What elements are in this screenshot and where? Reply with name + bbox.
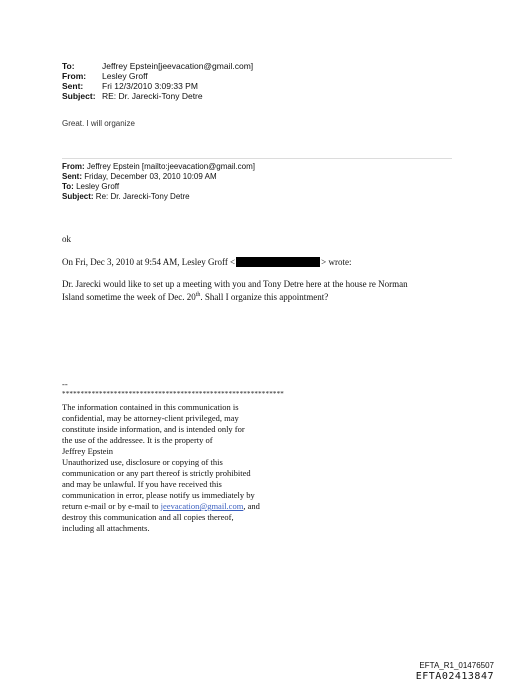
disclaimer-line: Jeffrey Epstein	[62, 446, 114, 456]
disclaimer-line: Unauthorized use, disclosure or copying of this	[62, 457, 223, 467]
footer-id-2: EFTA02413847	[415, 671, 494, 682]
forwarded-subject-label: Subject:	[62, 192, 94, 201]
quote-line-2-b: . Shall I organize this appointment?	[200, 292, 329, 302]
to-label: To:	[62, 61, 75, 71]
signature-dashes: --	[62, 379, 68, 389]
divider-forwarded	[62, 158, 452, 159]
disclaimer-line: The information contained in this communication is	[62, 402, 239, 412]
quote-line-2-sup: th	[195, 292, 201, 298]
from-label: From:	[62, 71, 87, 81]
quoted-message	[62, 279, 462, 303]
forwarded-from-value: Jeffrey Epstein [mailto:jeevacation@gmail.com]	[86, 162, 255, 171]
wrote-line	[62, 257, 351, 268]
disclaimer-line: communication or any part thereof is strictly prohibited	[62, 468, 251, 478]
email-header	[62, 61, 322, 103]
forwarded-sent-row	[62, 172, 442, 182]
redaction-block	[236, 257, 320, 267]
wrote-prefix: On Fri, Dec 3, 2010 at 9:54 AM, Lesley Groff <	[62, 257, 236, 267]
email-link[interactable]: jeevacation@gmail.com	[160, 501, 244, 511]
forwarded-to-row	[62, 182, 442, 192]
subject-value: RE: Dr. Jarecki-Tony Detre	[102, 91, 203, 101]
disclaimer-line: destroy this communication and all copies thereof,	[62, 512, 234, 522]
forwarded-subject-value: Re: Dr. Jarecki-Tony Detre	[95, 192, 190, 201]
disclaimer-line: including all attachments.	[62, 523, 150, 533]
forwarded-sent-label: Sent:	[62, 172, 82, 181]
body-ok: ok	[62, 234, 71, 244]
from-value: Lesley Groff	[102, 71, 148, 81]
disclaimer-line: the use of the addressee. It is the property of	[62, 435, 213, 445]
disclaimer-line	[62, 501, 362, 512]
forwarded-subject-row	[62, 192, 442, 202]
wrote-suffix: > wrote:	[321, 257, 352, 267]
disclaimer-line10-b: , and	[243, 501, 260, 511]
disclaimer-line10-a: return e-mail or by e-mail to	[62, 501, 161, 511]
disclaimer-line: communication in error, please notify us immediately by	[62, 490, 255, 500]
to-value: Jeffrey Epstein[jeevacation@gmail.com]	[102, 61, 254, 71]
forwarded-from-row	[62, 162, 442, 172]
sent-label: Sent:	[62, 81, 84, 91]
forwarded-to-label: To:	[62, 182, 74, 191]
forwarded-to-value: Lesley Groff	[76, 182, 120, 191]
disclaimer-line: constitute inside information, and is intended only for	[62, 424, 245, 434]
footer-id-1: EFTA_R1_01476507	[419, 661, 494, 670]
forwarded-header	[62, 162, 442, 202]
disclaimer	[62, 402, 362, 534]
disclaimer-line: and may be unlawful. If you have received this	[62, 479, 222, 489]
quote-line-1: Dr. Jarecki would like to set up a meeting with you and Tony Detre here at the house re Norman	[62, 279, 408, 289]
quote-line-2	[62, 290, 462, 303]
forwarded-from-label: From:	[62, 162, 85, 171]
quote-line-2-a: Island sometime the week of Dec. 20	[62, 292, 196, 302]
subject-label: Subject:	[62, 91, 96, 101]
disclaimer-line: confidential, may be attorney-client privileged, may	[62, 413, 239, 423]
forwarded-sent-value: Friday, December 03, 2010 10:09 AM	[84, 172, 217, 181]
signature-stars: ************************************************************	[62, 390, 284, 398]
sent-value: Fri 12/3/2010 3:09:33 PM	[102, 81, 198, 91]
reply-text: Great. I will organize	[62, 119, 135, 128]
